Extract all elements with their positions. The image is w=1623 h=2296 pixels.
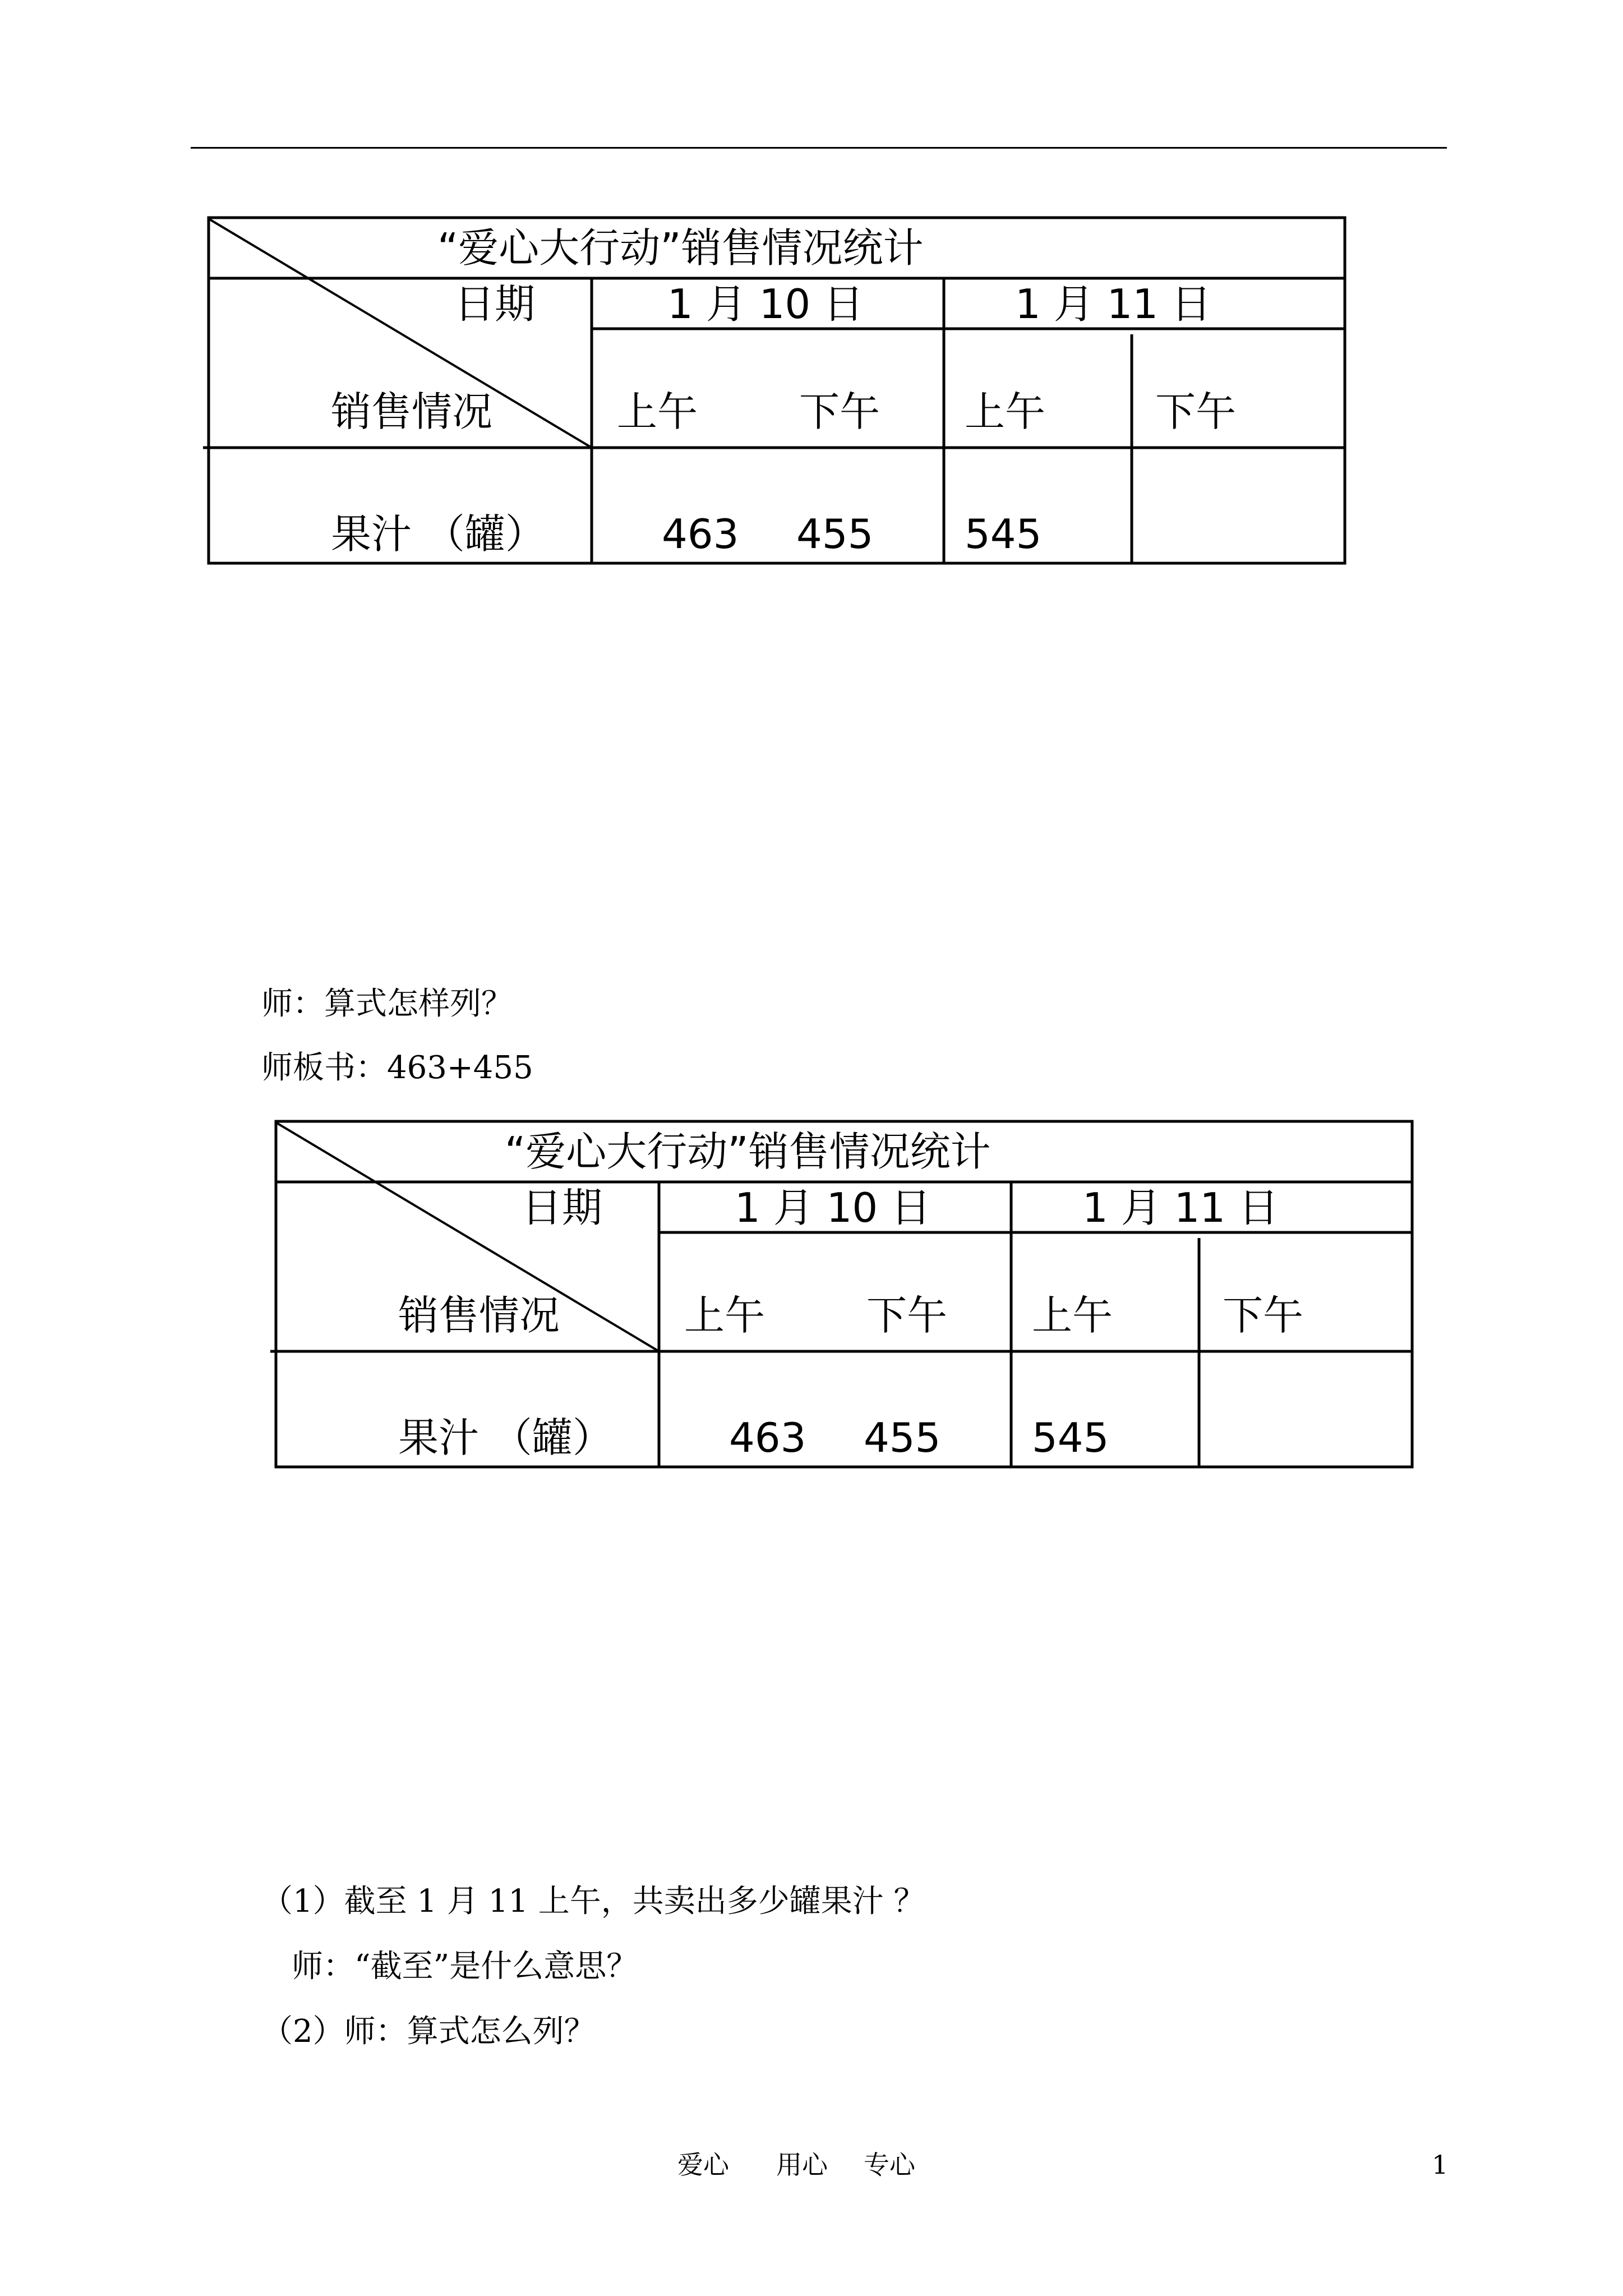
date1-header: 1 月 10 日 — [667, 280, 864, 328]
footer-motto: 爱心 — [677, 2150, 729, 2180]
value-jan10-pm: 455 — [796, 510, 874, 558]
footer-motto: 用心 — [776, 2150, 828, 2180]
question: （1）截至 1 月 11 上午，共卖出多少罐果汁 ？ — [261, 1883, 925, 1920]
header-sales-label: 销售情况 — [331, 388, 493, 435]
date2-header: 1 月 11 日 — [1082, 1184, 1279, 1231]
header-sales-label: 销售情况 — [398, 1292, 560, 1339]
table-title: “爱心大行动”销售情况统计 — [437, 224, 924, 272]
am-header: 上午 — [684, 1292, 766, 1339]
paragraph: 师：“截至”是什么意思？ — [292, 1948, 638, 1985]
value-jan11-am: 545 — [1032, 1414, 1109, 1461]
table-title: “爱心大行动”销售情况统计 — [505, 1128, 991, 1175]
am-header: 上午 — [1032, 1292, 1113, 1339]
value-jan10-am: 463 — [729, 1414, 806, 1461]
header-rule — [191, 147, 1447, 149]
date2-header: 1 月 11 日 — [1015, 280, 1212, 328]
paragraph: 师板书：463+455 — [261, 1050, 533, 1086]
page-number: 1 — [1432, 2150, 1449, 2180]
value-jan10-am: 463 — [662, 510, 739, 558]
pm-header: 下午 — [1223, 1292, 1304, 1339]
am-header: 上午 — [965, 388, 1046, 435]
pm-header: 下午 — [866, 1292, 948, 1339]
footer-motto: 专心 — [864, 2150, 915, 2180]
row-label: 果汁 （罐） — [398, 1414, 613, 1461]
value-jan11-am: 545 — [965, 510, 1042, 558]
question: （2）师：算式怎么列？ — [261, 2013, 596, 2050]
header-date-label: 日期 — [454, 280, 536, 328]
row-label: 果汁 （罐） — [331, 510, 546, 558]
sales-table-2 — [275, 1120, 1413, 1468]
pm-header: 下午 — [799, 388, 880, 435]
header-date-label: 日期 — [522, 1184, 603, 1231]
date1-header: 1 月 10 日 — [735, 1184, 932, 1231]
paragraph: 师：算式怎样列？ — [261, 986, 513, 1022]
pm-header: 下午 — [1155, 388, 1237, 435]
am-header: 上午 — [617, 388, 698, 435]
value-jan10-pm: 455 — [864, 1414, 941, 1461]
sales-table-1 — [208, 217, 1346, 564]
